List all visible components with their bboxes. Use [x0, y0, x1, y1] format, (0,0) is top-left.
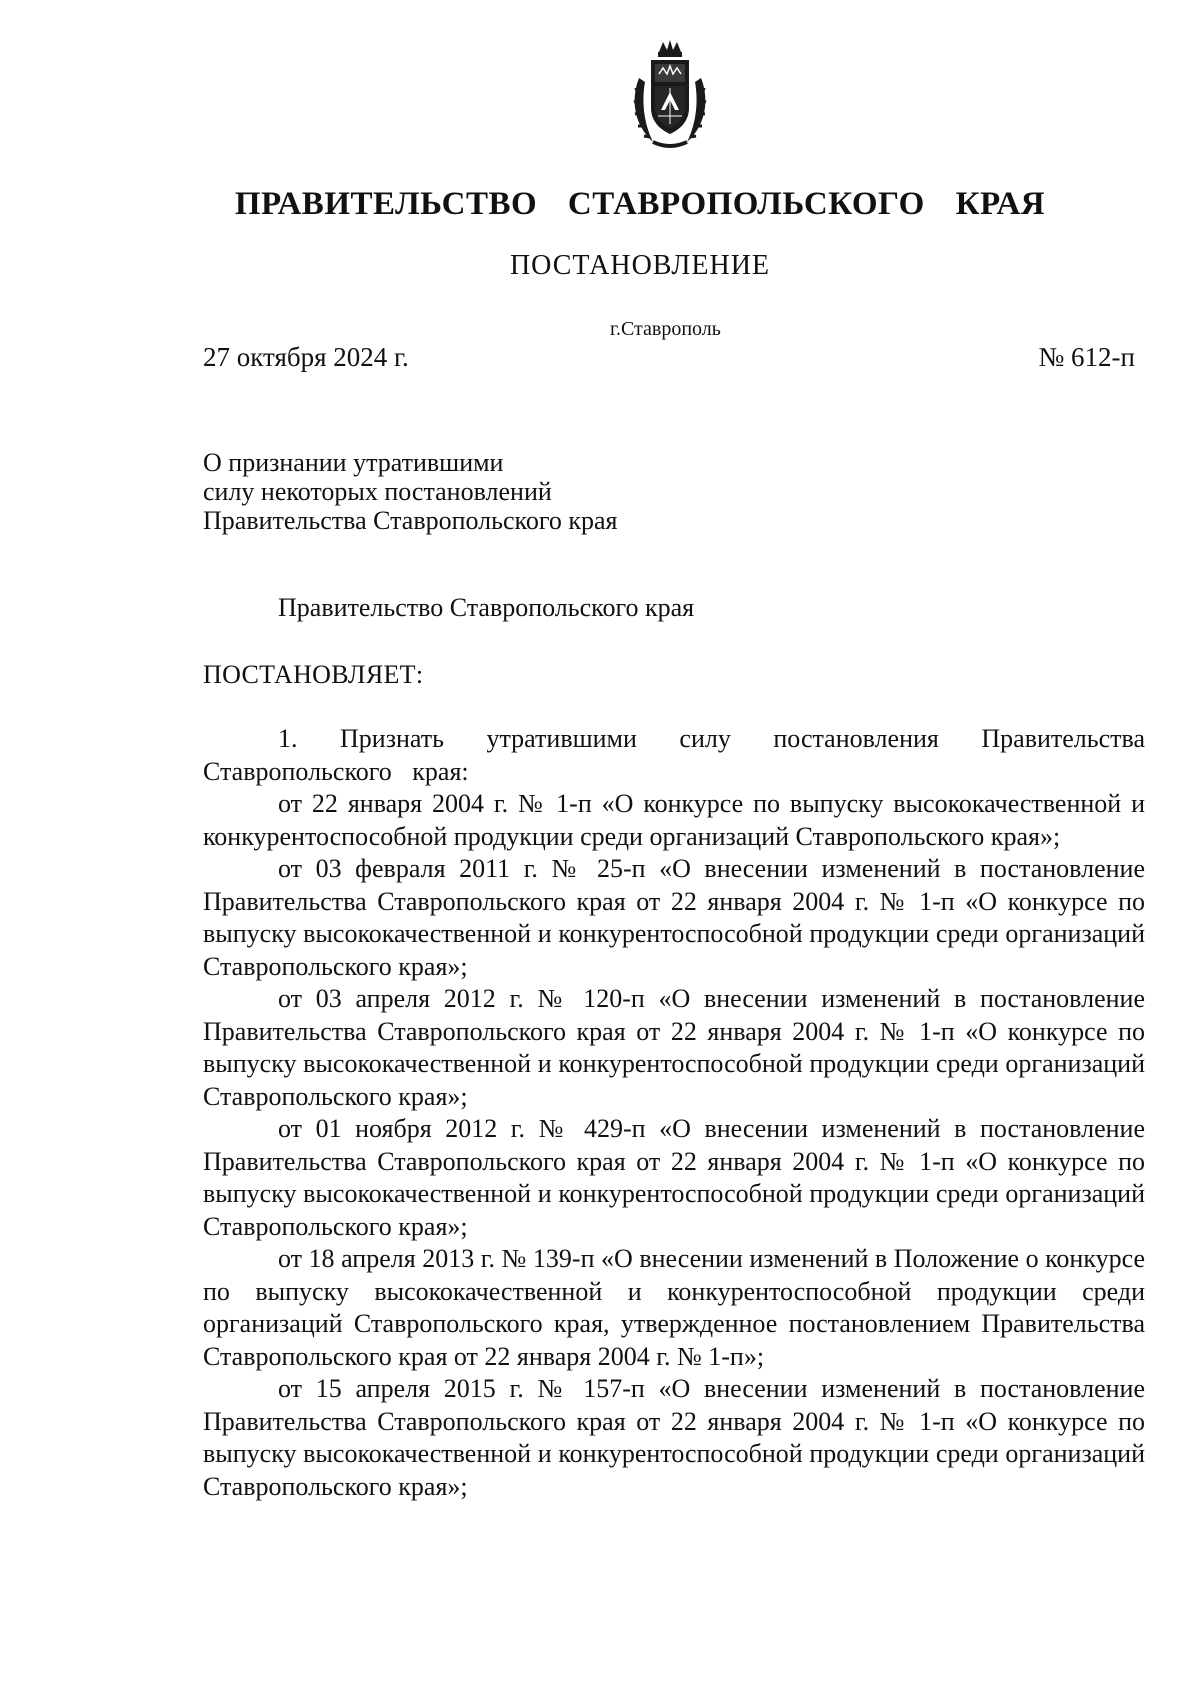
subject-line: силу некоторых постановлений: [203, 477, 552, 506]
document-type: ПОСТАНОВЛЕНИЕ: [509, 250, 771, 281]
body-paragraph: от 01 ноября 2012 г. № 429-п «О внесении изменений в постановление Правительства Ставропольского края от 22 января 2004 г. № 1-п «О конкурсе по выпуску высококачественной и конкурентоспособной продукции среди организаций Ставропольского края»;: [203, 1114, 1145, 1241]
body-paragraph: от 03 апреля 2012 г. № 120-п «О внесении изменений в постановление Правительства Ставропольского края от 22 января 2004 г. № 1-п «О конкурсе по выпуску высококачественной и конкурентоспособной продукции среди организаций Ставропольского края»;: [203, 984, 1145, 1111]
coat-of-arms-icon: [625, 38, 715, 150]
document-number: № 612-п: [1038, 342, 1135, 372]
subject-line: Правительства Ставропольского края: [203, 506, 618, 535]
organization-title: ПРАВИТЕЛЬСТВО СТАВРОПОЛЬСКОГО КРАЯ: [234, 186, 1046, 222]
preamble-intro: Правительство Ставропольского края: [278, 593, 695, 622]
document-subject: [203, 448, 618, 535]
body-paragraph: от 15 апреля 2015 г. № 157-п «О внесении изменений в постановление Правительства Ставропольского края от 22 января 2004 г. № 1-п «О конкурсе по выпуску высококачественной и конкурентоспособной продукции среди организаций Ставропольского края»;: [203, 1374, 1145, 1501]
body-paragraph: от 18 апреля 2013 г. № 139-п «О внесении изменений в Положение о конкурсе по выпуску высококачественной и конкурентоспособной продукции среди организаций Ставропольского края, утвержденное постановлением Правительства Ставропольского края от 22 января 2004 г. № 1-п»;: [203, 1244, 1145, 1371]
body-paragraph: от 03 февраля 2011 г. № 25-п «О внесении изменений в постановление Правительства Ставропольского края от 22 января 2004 г. № 1-п «О конкурсе по выпуску высококачественной и конкурентоспособной продукции среди организаций Ставропольского края»;: [203, 854, 1145, 981]
city: г.Ставрополь: [610, 318, 721, 340]
body-paragraph: 1. Признать утратившими силу постановления Правительства Ставропольского края:: [203, 724, 1145, 786]
document-date: 27 октября 2024 г.: [203, 342, 409, 372]
body-paragraph: от 22 января 2004 г. № 1-п «О конкурсе по выпуску высококачественной и конкурентоспособной продукции среди организаций Ставропольского края»;: [203, 789, 1145, 851]
subject-line: О признании утратившими: [203, 448, 504, 477]
document-body: [203, 723, 1145, 1503]
decree-keyword: ПОСТАНОВЛЯЕТ:: [203, 660, 424, 689]
